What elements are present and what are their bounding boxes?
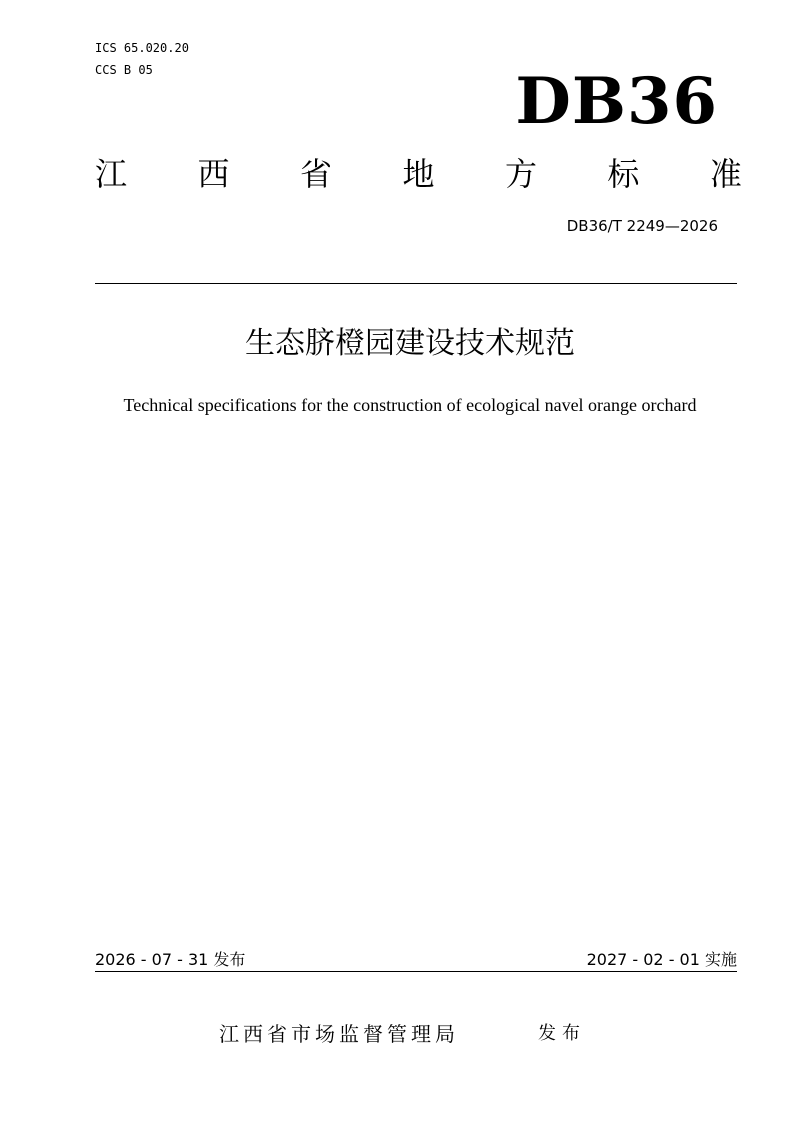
- standard-number: DB36/T 2249—2026: [566, 217, 718, 235]
- ics-code: ICS 65.020.20: [95, 41, 189, 55]
- category-char: 方: [504, 155, 537, 193]
- issue-label: 发布: [538, 1023, 586, 1044]
- top-divider: [95, 283, 737, 284]
- category-char: 标: [607, 155, 640, 193]
- category-char: 准: [709, 155, 742, 193]
- category-char: 省: [299, 155, 332, 193]
- ccs-code: CCS B 05: [95, 63, 153, 77]
- standard-logo: DB36: [515, 64, 718, 139]
- category-char: 西: [197, 155, 230, 193]
- category-char: 江: [95, 155, 128, 193]
- issuing-authority: 江西省市场监督管理局: [219, 1022, 459, 1046]
- category-char: 地: [402, 155, 435, 193]
- document-title-zh: 生态脐橙园建设技术规范: [245, 326, 575, 361]
- implement-date: 2027 - 02 - 01 实施: [586, 950, 737, 969]
- publish-date: 2026 - 07 - 31 发布: [95, 950, 246, 969]
- standard-category: [95, 154, 742, 194]
- document-title-en: Technical specifications for the construction of ecological navel orange orchard: [123, 395, 697, 415]
- bottom-divider: [95, 971, 737, 972]
